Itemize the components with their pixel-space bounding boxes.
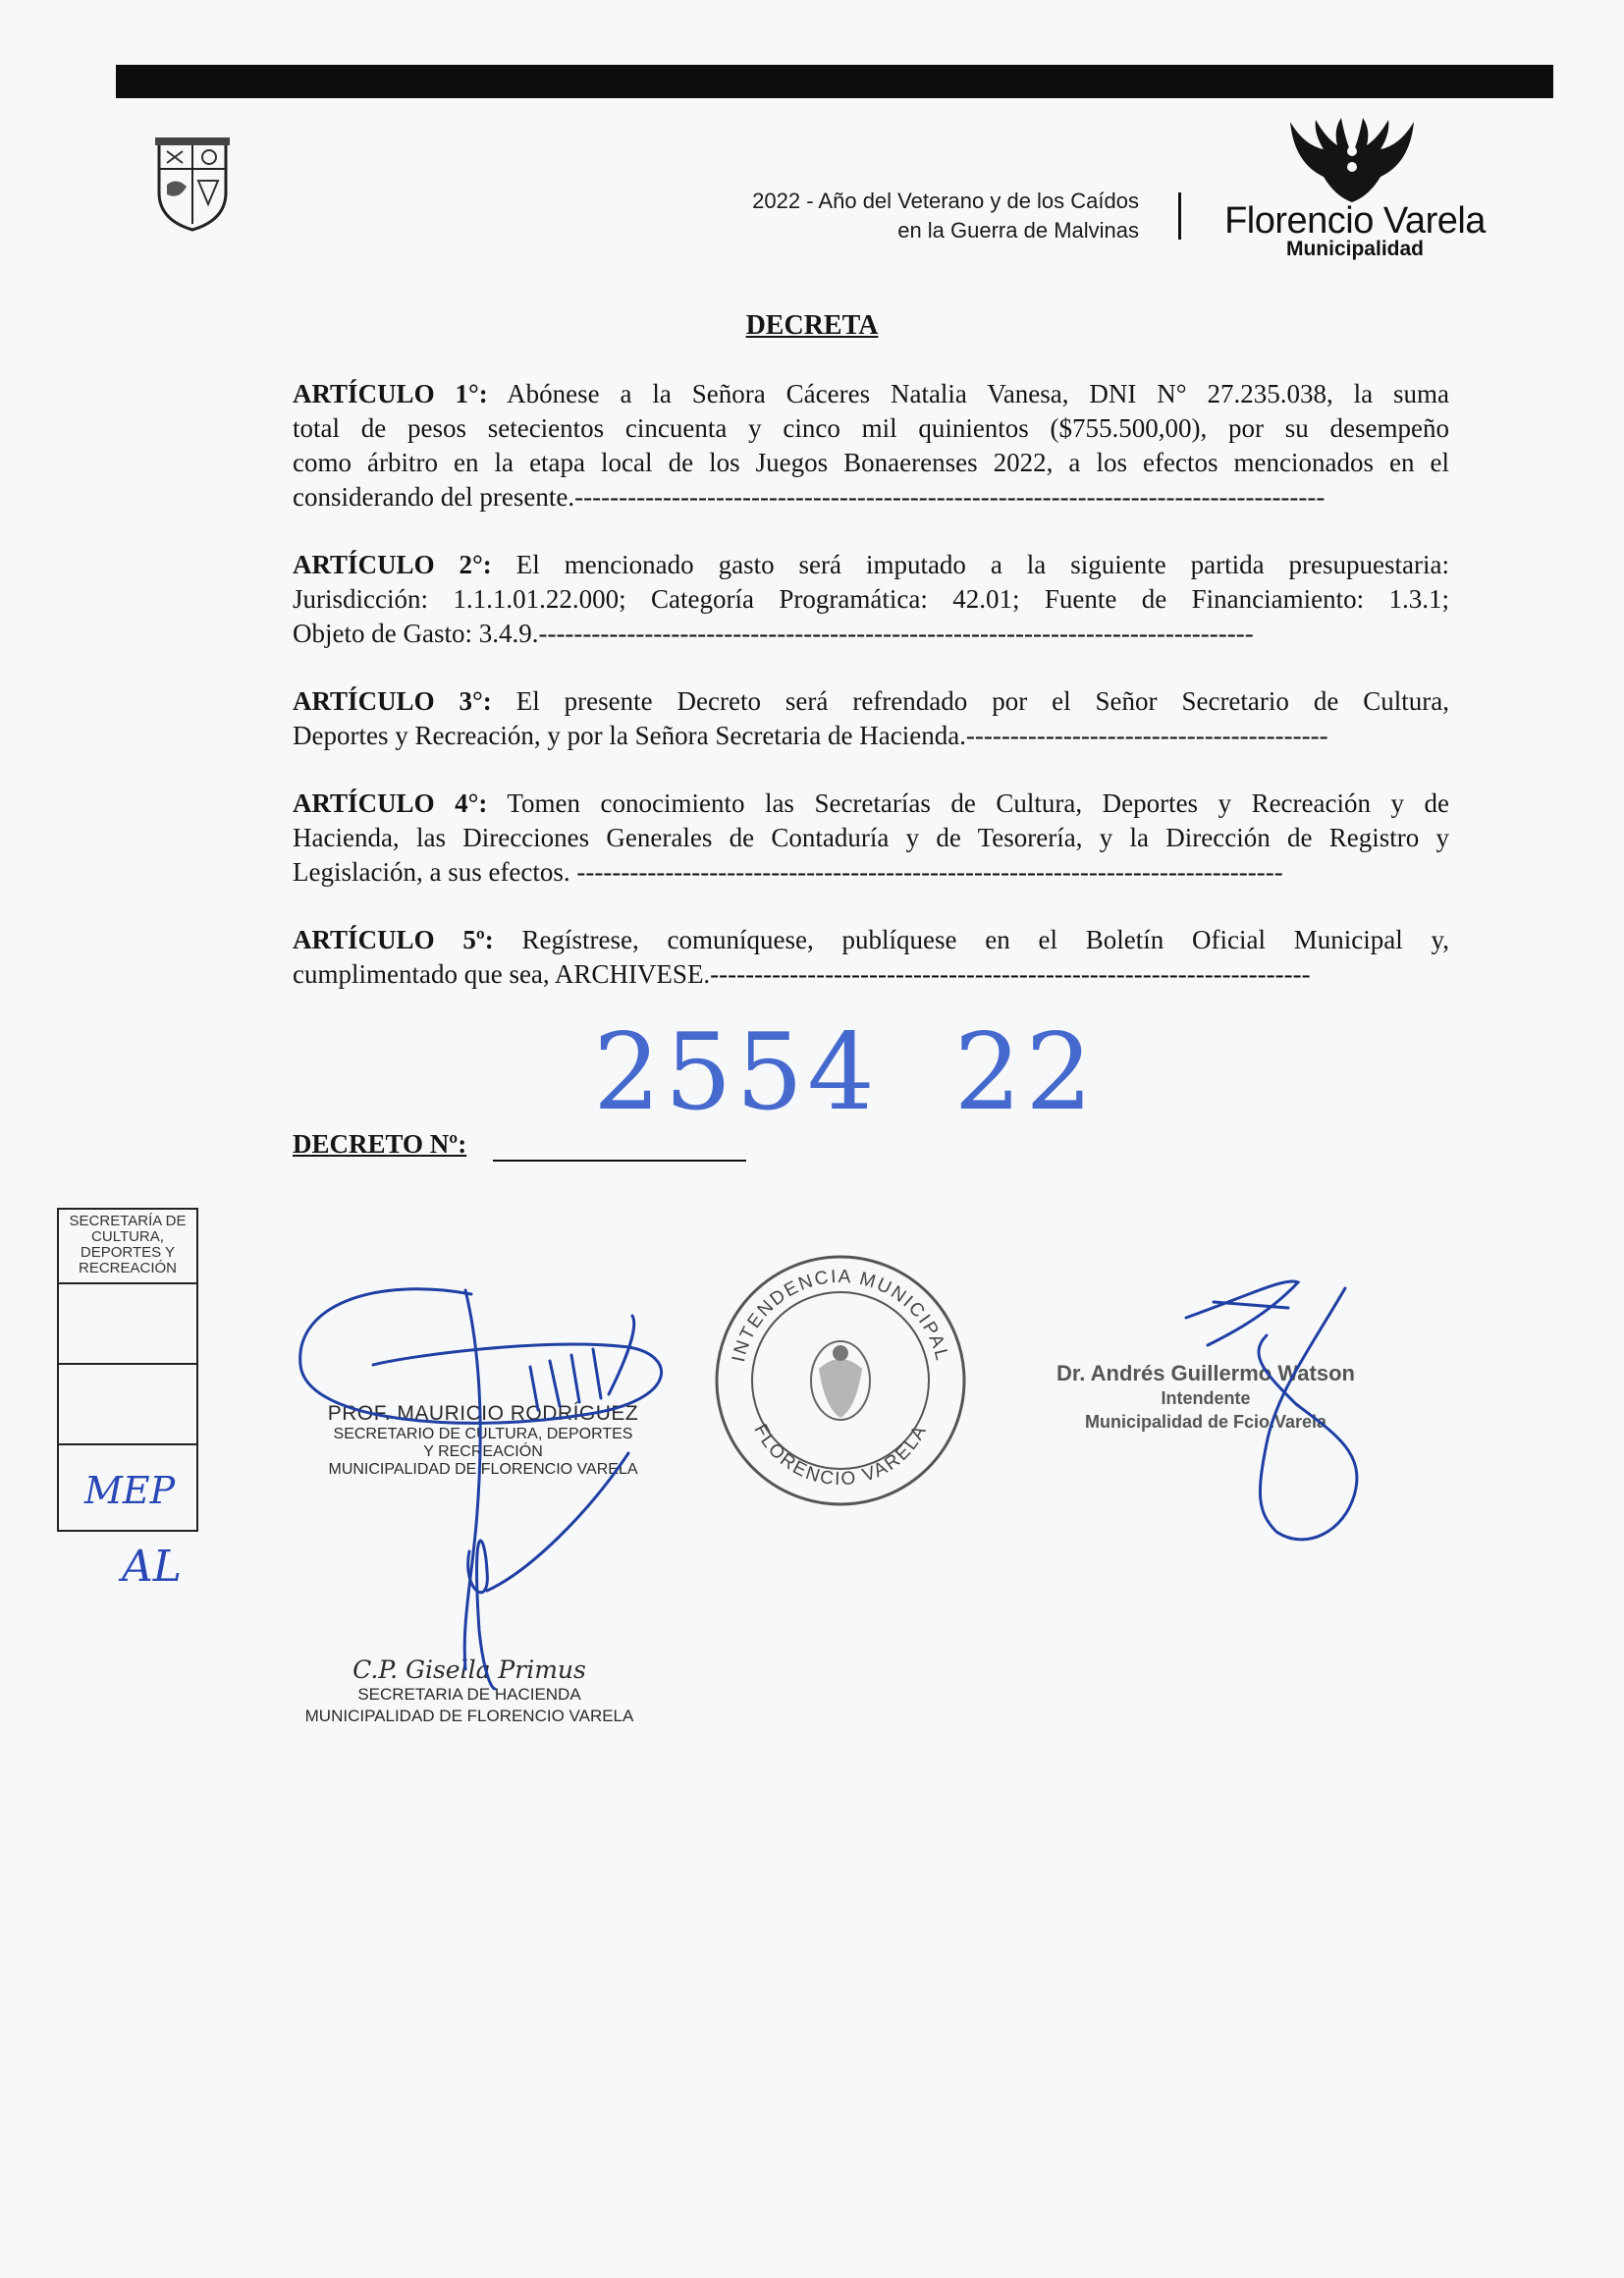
org-subtitle: Municipalidad	[1285, 238, 1424, 260]
article-4	[293, 786, 1449, 890]
signatory-name: PROF. MAURICIO RODRÍGUEZ	[327, 1402, 639, 1425]
signatory-name: Dr. Andrés Guillermo Watson	[1056, 1361, 1355, 1385]
article-label: ARTÍCULO 3°:	[293, 686, 492, 716]
handwritten-initials: AL	[122, 1542, 182, 1592]
article-label: ARTÍCULO 5º:	[293, 925, 494, 954]
florencio-varela-logo-icon	[1286, 116, 1418, 204]
article-5	[293, 923, 1449, 992]
control-box-heading: SECRETARÍA DE CULTURA, DEPORTES Y RECREACIÓN	[59, 1210, 196, 1284]
stamped-decree-number: 2554 22	[593, 1011, 1097, 1134]
signature-block-mayor	[1049, 1361, 1363, 1434]
article-text-line: Regístrese, comuníquese, publíquese en el Boletín Oficial Municipal y,	[521, 925, 1449, 954]
article-text-line: Hacienda, las Direcciones Generales de Contaduría y de Tesorería, y la Dirección de Registro y	[293, 823, 1449, 852]
seal-bottom-text: FLORENCIO VARELA	[749, 1421, 932, 1491]
article-3	[293, 684, 1449, 753]
signatory-role: Intendente	[1161, 1388, 1251, 1408]
article-text-line: considerando del presente.-------------------------------------------------------------------------------------	[293, 482, 1326, 512]
seal-top-text: INTENDENCIA MUNICIPAL	[728, 1266, 953, 1365]
article-1	[293, 377, 1449, 515]
org-name: Florencio Varela	[1224, 200, 1486, 242]
decree-number-label: DECRETO Nº:	[293, 1129, 467, 1159]
article-text-line: Abónese a la Señora Cáceres Natalia Vanesa, DNI N° 27.235.038, la suma	[507, 379, 1449, 408]
municipal-seal-stamp	[703, 1243, 978, 1518]
control-box-cell	[59, 1284, 196, 1365]
header-motto-line1: 2022 - Año del Veterano y de los Caídos	[752, 189, 1139, 213]
articles-list	[293, 377, 1449, 1025]
signatory-role: SECRETARIA DE HACIENDA	[357, 1685, 581, 1704]
article-label: ARTÍCULO 2°:	[293, 550, 492, 579]
header-divider	[1178, 192, 1181, 240]
article-label: ARTÍCULO 4°:	[293, 788, 488, 818]
article-text-line: Deportes y Recreación, y por la Señora Secretaria de Hacienda.-----------------------------------------	[293, 721, 1328, 750]
article-text-line: Tomen conocimiento las Secretarías de Cultura, Deportes y Recreación y de	[507, 788, 1449, 818]
document-title: DECRETA	[745, 310, 879, 341]
svg-text:FLORENCIO VARELA	[749, 1421, 931, 1490]
signatory-role: SECRETARIO DE CULTURA, DEPORTES	[333, 1426, 633, 1442]
signatory-role: Y RECREACIÓN	[423, 1443, 543, 1460]
signature-block-culture	[306, 1402, 660, 1479]
article-text-line: Objeto de Gasto: 3.4.9.---------------------------------------------------------------------------------	[293, 619, 1254, 648]
signature-block-treasury	[283, 1655, 656, 1727]
header-motto	[752, 187, 1139, 245]
header-motto-line2: en la Guerra de Malvinas	[897, 218, 1139, 243]
article-text-line: El presente Decreto será refrendado por el Señor Secretario de Cultura,	[515, 686, 1449, 716]
article-text-line: El mencionado gasto será imputado a la siguiente partida presupuestaria:	[515, 550, 1449, 579]
article-2	[293, 548, 1449, 651]
signatory-name: C.P. Gisella Primus	[352, 1655, 586, 1684]
article-label: ARTÍCULO 1°:	[293, 379, 488, 408]
handwritten-initials: MEP	[84, 1469, 176, 1512]
top-black-bar	[116, 65, 1553, 98]
control-box-cell	[59, 1365, 196, 1445]
signatory-role: MUNICIPALIDAD DE FLORENCIO VARELA	[328, 1461, 638, 1478]
signatory-role: Municipalidad de Fcio.Varela	[1084, 1412, 1327, 1432]
article-text-line: Jurisdicción: 1.1.1.01.22.000; Categoría Programática: 42.01; Fuente de Financiamiento: 1.3.1;	[293, 584, 1449, 614]
article-text-line: Legislación, a sus efectos. --------------------------------------------------------------------------------	[293, 857, 1283, 887]
decree-number-blank-line	[493, 1160, 746, 1162]
signatory-role: MUNICIPALIDAD DE FLORENCIO VARELA	[304, 1707, 634, 1725]
article-text-line: cumplimentado que sea, ARCHIVESE.--------------------------------------------------------------------	[293, 959, 1311, 989]
article-text-line: como árbitro en la etapa local de los Juegos Bonaerenses 2022, a los efectos mencionados en el	[293, 448, 1449, 477]
municipal-crest-icon	[153, 136, 232, 234]
article-text-line: total de pesos setecientos cincuenta y cinco mil quinientos ($755.500,00), por su desempeño	[293, 413, 1449, 443]
